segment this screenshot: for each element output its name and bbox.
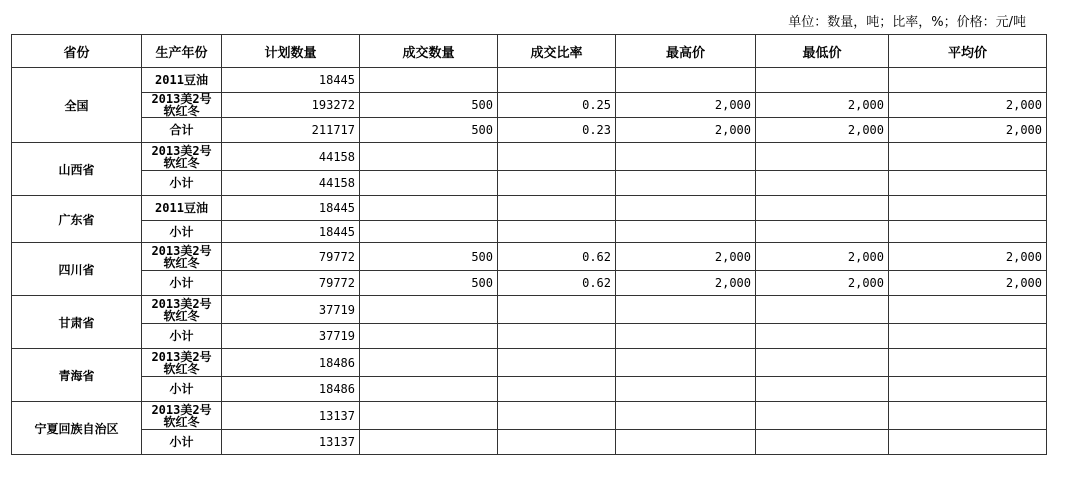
year-cell: 小计 <box>142 377 222 402</box>
max-price-cell <box>616 143 756 171</box>
table-row <box>12 430 1047 455</box>
plan-qty-cell: 44158 <box>222 171 360 196</box>
deal-qty-cell <box>360 296 498 324</box>
deal-qty-cell <box>360 171 498 196</box>
header-province: 省份 <box>12 35 142 68</box>
deal-ratio-cell <box>498 430 616 455</box>
header-row <box>12 35 1047 68</box>
province-cell: 青海省 <box>12 349 142 402</box>
year-cell: 小计 <box>142 324 222 349</box>
year-cell: 2013美2号软红冬 <box>142 243 222 271</box>
year-cell: 2013美2号软红冬 <box>142 143 222 171</box>
plan-qty-cell: 18445 <box>222 68 360 93</box>
deal-ratio-cell <box>498 324 616 349</box>
trade-results-table <box>11 34 1047 455</box>
table-row <box>12 221 1047 243</box>
plan-qty-cell: 13137 <box>222 402 360 430</box>
province-cell: 宁夏回族自治区 <box>12 402 142 455</box>
max-price-cell <box>616 324 756 349</box>
table-body <box>12 68 1047 455</box>
table-row <box>12 118 1047 143</box>
avg-price-cell <box>889 196 1047 221</box>
province-cell: 甘肃省 <box>12 296 142 349</box>
max-price-cell <box>616 68 756 93</box>
plan-qty-cell: 18445 <box>222 196 360 221</box>
plan-qty-cell: 193272 <box>222 93 360 118</box>
deal-qty-cell: 500 <box>360 118 498 143</box>
table-row <box>12 349 1047 377</box>
min-price-cell: 2,000 <box>756 118 889 143</box>
unit-note: 单位：数量，吨；比率，%；价格：元/吨 <box>788 15 1026 30</box>
header-avg-price: 平均价 <box>889 35 1047 68</box>
max-price-cell <box>616 221 756 243</box>
year-cell: 2013美2号软红冬 <box>142 349 222 377</box>
deal-qty-cell <box>360 68 498 93</box>
avg-price-cell <box>889 402 1047 430</box>
min-price-cell <box>756 430 889 455</box>
table-row <box>12 324 1047 349</box>
header-plan-qty: 计划数量 <box>222 35 360 68</box>
deal-ratio-cell <box>498 68 616 93</box>
year-cell: 2011豆油 <box>142 68 222 93</box>
min-price-cell <box>756 349 889 377</box>
deal-qty-cell <box>360 221 498 243</box>
plan-qty-cell: 211717 <box>222 118 360 143</box>
max-price-cell <box>616 171 756 196</box>
deal-ratio-cell <box>498 171 616 196</box>
plan-qty-cell: 79772 <box>222 243 360 271</box>
province-cell: 广东省 <box>12 196 142 243</box>
avg-price-cell: 2,000 <box>889 118 1047 143</box>
header-deal-ratio: 成交比率 <box>498 35 616 68</box>
deal-ratio-cell <box>498 196 616 221</box>
deal-qty-cell: 500 <box>360 271 498 296</box>
avg-price-cell: 2,000 <box>889 93 1047 118</box>
avg-price-cell <box>889 143 1047 171</box>
deal-ratio-cell <box>498 402 616 430</box>
min-price-cell: 2,000 <box>756 93 889 118</box>
year-cell: 合计 <box>142 118 222 143</box>
year-cell: 小计 <box>142 430 222 455</box>
deal-qty-cell <box>360 349 498 377</box>
min-price-cell <box>756 296 889 324</box>
deal-ratio-cell: 0.62 <box>498 271 616 296</box>
deal-qty-cell <box>360 143 498 171</box>
min-price-cell <box>756 324 889 349</box>
avg-price-cell <box>889 377 1047 402</box>
deal-ratio-cell: 0.25 <box>498 93 616 118</box>
table-row <box>12 271 1047 296</box>
table-row <box>12 196 1047 221</box>
avg-price-cell <box>889 430 1047 455</box>
max-price-cell <box>616 349 756 377</box>
min-price-cell <box>756 171 889 196</box>
min-price-cell <box>756 143 889 171</box>
plan-qty-cell: 44158 <box>222 143 360 171</box>
header-min-price: 最低价 <box>756 35 889 68</box>
plan-qty-cell: 18486 <box>222 349 360 377</box>
avg-price-cell <box>889 296 1047 324</box>
header-deal-qty: 成交数量 <box>360 35 498 68</box>
table-row <box>12 171 1047 196</box>
max-price-cell <box>616 377 756 402</box>
province-cell: 四川省 <box>12 243 142 296</box>
avg-price-cell <box>889 68 1047 93</box>
table-row <box>12 93 1047 118</box>
table-row <box>12 377 1047 402</box>
max-price-cell <box>616 196 756 221</box>
max-price-cell <box>616 430 756 455</box>
deal-qty-cell <box>360 377 498 402</box>
deal-ratio-cell <box>498 296 616 324</box>
min-price-cell <box>756 196 889 221</box>
deal-ratio-cell <box>498 377 616 402</box>
deal-qty-cell <box>360 402 498 430</box>
deal-qty-cell <box>360 196 498 221</box>
year-cell: 小计 <box>142 221 222 243</box>
deal-ratio-cell <box>498 143 616 171</box>
avg-price-cell <box>889 221 1047 243</box>
max-price-cell: 2,000 <box>616 271 756 296</box>
deal-ratio-cell: 0.23 <box>498 118 616 143</box>
max-price-cell: 2,000 <box>616 118 756 143</box>
table-row <box>12 296 1047 324</box>
table-row <box>12 68 1047 93</box>
min-price-cell <box>756 68 889 93</box>
deal-qty-cell <box>360 430 498 455</box>
deal-ratio-cell: 0.62 <box>498 243 616 271</box>
year-cell: 2013美2号软红冬 <box>142 93 222 118</box>
min-price-cell <box>756 221 889 243</box>
province-cell: 全国 <box>12 68 142 143</box>
plan-qty-cell: 18445 <box>222 221 360 243</box>
plan-qty-cell: 18486 <box>222 377 360 402</box>
province-cell: 山西省 <box>12 143 142 196</box>
avg-price-cell: 2,000 <box>889 243 1047 271</box>
plan-qty-cell: 13137 <box>222 430 360 455</box>
min-price-cell: 2,000 <box>756 271 889 296</box>
deal-ratio-cell <box>498 221 616 243</box>
avg-price-cell <box>889 171 1047 196</box>
table-row <box>12 402 1047 430</box>
year-cell: 小计 <box>142 271 222 296</box>
year-cell: 小计 <box>142 171 222 196</box>
avg-price-cell: 2,000 <box>889 271 1047 296</box>
avg-price-cell <box>889 349 1047 377</box>
deal-qty-cell: 500 <box>360 93 498 118</box>
avg-price-cell <box>889 324 1047 349</box>
min-price-cell <box>756 377 889 402</box>
table-row <box>12 143 1047 171</box>
min-price-cell: 2,000 <box>756 243 889 271</box>
header-year: 生产年份 <box>142 35 222 68</box>
year-cell: 2013美2号软红冬 <box>142 296 222 324</box>
max-price-cell: 2,000 <box>616 243 756 271</box>
plan-qty-cell: 37719 <box>222 296 360 324</box>
deal-qty-cell: 500 <box>360 243 498 271</box>
year-cell: 2011豆油 <box>142 196 222 221</box>
max-price-cell: 2,000 <box>616 93 756 118</box>
header-max-price: 最高价 <box>616 35 756 68</box>
year-cell: 2013美2号软红冬 <box>142 402 222 430</box>
plan-qty-cell: 79772 <box>222 271 360 296</box>
plan-qty-cell: 37719 <box>222 324 360 349</box>
table-row <box>12 243 1047 271</box>
deal-qty-cell <box>360 324 498 349</box>
min-price-cell <box>756 402 889 430</box>
deal-ratio-cell <box>498 349 616 377</box>
max-price-cell <box>616 296 756 324</box>
max-price-cell <box>616 402 756 430</box>
